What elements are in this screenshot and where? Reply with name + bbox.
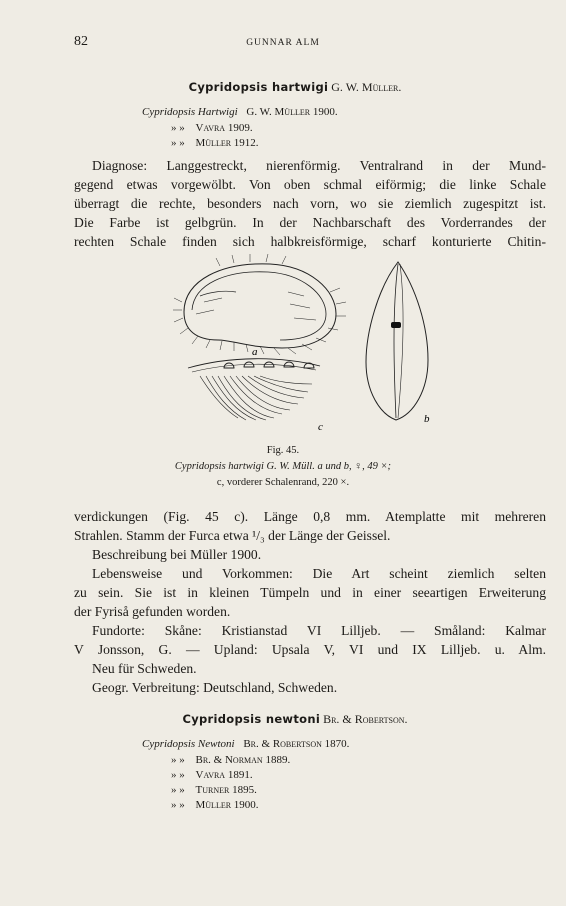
diagnose-line: Diagnose: Langgestreckt, nierenförmig. Ventralrand in der Mund- bbox=[92, 158, 546, 173]
shell-margin-detail bbox=[188, 359, 320, 420]
figure-45-illustration bbox=[170, 252, 442, 434]
synonym-row bbox=[142, 738, 349, 750]
description-line: Beschreibung bei Müller 1900. bbox=[92, 547, 262, 562]
synonym-author: G. W. Müller 1900. bbox=[246, 106, 338, 118]
synonym-row bbox=[171, 122, 253, 134]
synonym-row bbox=[171, 137, 259, 149]
diagnose-line: überragt die rechte, besonders nach vorn, wo sie ziemlich zugespitzt ist. bbox=[74, 196, 546, 211]
page-number: 82 bbox=[74, 34, 88, 49]
shell-dorsal-view bbox=[366, 262, 428, 420]
synonym-name: Cypridopsis Newtoni bbox=[142, 738, 235, 750]
figure-label-a: a bbox=[252, 346, 258, 358]
species-authority: Br. & Robertson. bbox=[323, 712, 408, 726]
description-line: zu sein. Sie ist in kleinen Tümpeln und in einer seeartigen Erweiterung bbox=[74, 585, 546, 600]
figure-caption-line: Cypridopsis hartwigi G. W. Müll. a und b, ♀, 49 ×; bbox=[174, 461, 392, 472]
description-line: verdickungen (Fig. 45 c). Länge 0,8 mm. Atemplatte mit mehreren bbox=[74, 509, 546, 524]
synonym-row bbox=[171, 799, 259, 811]
synonym-author: Vavra 1891. bbox=[195, 769, 253, 781]
synonym-row bbox=[171, 784, 257, 796]
species-name: Cypridopsis newtoni bbox=[182, 712, 321, 726]
description-line: Lebensweise und Vorkommen: Die Art scheint ziemlich selten bbox=[92, 566, 546, 581]
synonym-row bbox=[171, 769, 253, 781]
synonym-author: Müller 1900. bbox=[195, 799, 259, 811]
synonym-author: Br. & Norman 1889. bbox=[195, 754, 291, 766]
synonym-author: Müller 1912. bbox=[195, 137, 259, 149]
synonym-name: » » bbox=[171, 137, 185, 149]
description-line: V Jonsson, G. — Upland: Upsala V, VI und IX Lilljeb. u. Alm. bbox=[74, 642, 546, 657]
synonym-name: » » bbox=[171, 769, 185, 781]
description-line: Geogr. Verbreitung: Deutschland, Schweden. bbox=[92, 680, 338, 695]
synonym-name: » » bbox=[171, 799, 185, 811]
synonym-author: Turner 1895. bbox=[195, 784, 257, 796]
running-head: GUNNAR ALM bbox=[246, 38, 320, 48]
figure-caption-line: c, vorderer Schalenrand, 220 ×. bbox=[216, 477, 350, 488]
description-line: der Fyriså gefunden worden. bbox=[74, 604, 231, 619]
figure-label-b: b bbox=[424, 413, 430, 425]
synonym-row bbox=[171, 754, 290, 766]
diagnose-line: gegend etwas vorgewölbt. Von oben schmal eiförmig; die linke Schale bbox=[74, 177, 546, 192]
species-authority: G. W. Müller. bbox=[331, 80, 402, 94]
diagnose-line: rechten Schale finden sich halbkreisförmige, scharf konturierte Chitin- bbox=[74, 234, 546, 249]
diagnose-line: Die Farbe ist gelbgrün. In der Nachbarschaft des Vorderrandes der bbox=[74, 215, 546, 230]
species-name: Cypridopsis hartwigi bbox=[188, 80, 329, 94]
description-line: Fundorte: Skåne: Kristianstad VI Lilljeb. — Småland: Kalmar bbox=[92, 623, 546, 638]
species-heading-newtoni bbox=[60, 712, 530, 727]
synonym-author: Vavra 1909. bbox=[195, 122, 253, 134]
synonym-name: » » bbox=[171, 754, 185, 766]
figure-number: Fig. 45. bbox=[266, 445, 300, 456]
synonym-name: » » bbox=[171, 784, 185, 796]
description-line: Neu für Schweden. bbox=[92, 661, 197, 676]
species-heading-hartwigi bbox=[60, 80, 530, 95]
figure-label-c: c bbox=[318, 421, 323, 433]
synonym-name: Cypridopsis Hartwigi bbox=[142, 106, 238, 118]
synonym-row bbox=[142, 106, 338, 118]
description-line: Strahlen. Stamm der Furca etwa ¹/₃ der Länge der Geissel. bbox=[74, 528, 391, 543]
synonym-author: Br. & Robertson 1870. bbox=[243, 738, 350, 750]
shell-lateral-view bbox=[173, 254, 346, 355]
synonym-name: » » bbox=[171, 122, 185, 134]
